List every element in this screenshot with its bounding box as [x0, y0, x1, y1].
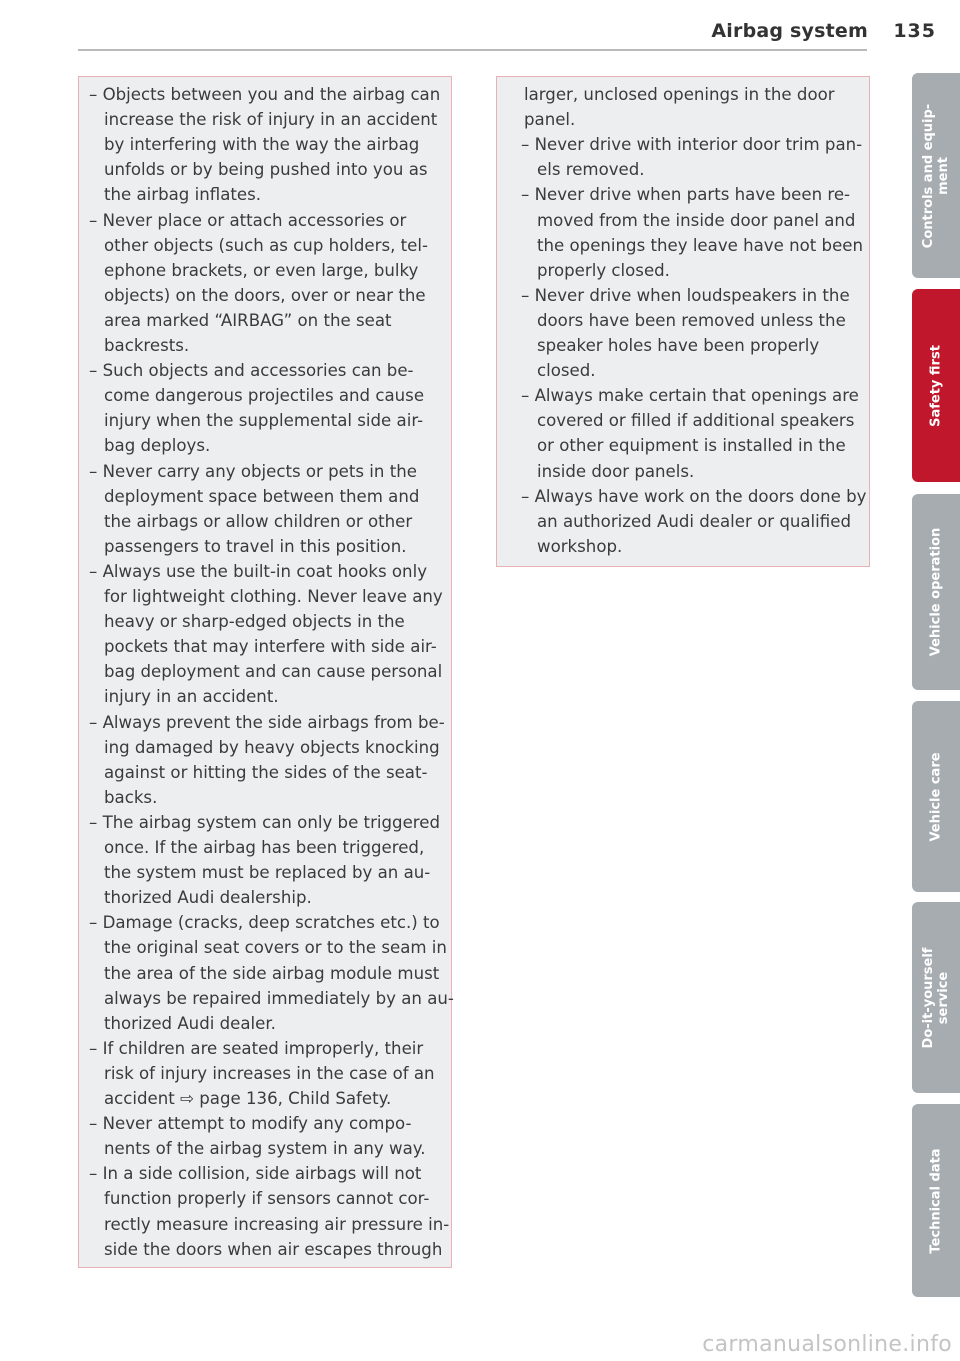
text-line: – Damage (cracks, deep scratches etc.) to: [89, 913, 440, 933]
text-line: doors have been removed unless the: [537, 310, 846, 330]
text-line: closed.: [537, 361, 596, 381]
text-line: for lightweight clothing. Never leave any: [104, 587, 443, 606]
header-rule: [78, 49, 867, 51]
text-line: against or hitting the sides of the seat-: [104, 762, 428, 782]
tab-technical-data[interactable]: [912, 1104, 960, 1297]
text-line: larger, unclosed openings in the door: [524, 85, 835, 104]
text-line: – Never attempt to modify any compo-: [89, 1114, 412, 1134]
text-line: – Never carry any objects or pets in the: [89, 461, 417, 481]
tab-controls-and-equipment[interactable]: [912, 73, 960, 278]
text-line: the openings they leave have not been: [537, 235, 864, 255]
text-line: the airbags or allow children or other: [104, 511, 413, 531]
text-line: pockets that may interfere with side air-: [104, 637, 437, 657]
text-line: workshop.: [537, 536, 623, 556]
text-line: the airbag inflates.: [104, 185, 262, 205]
tab-label: Controls and equip- ment: [921, 103, 951, 248]
tab-safety-first[interactable]: [912, 289, 960, 482]
tab-do-it-yourself-service[interactable]: [912, 902, 960, 1093]
text-line: deployment space between them and: [104, 486, 420, 506]
text-line: injury when the supplemental side air-: [104, 411, 424, 431]
text-line: inside door panels.: [537, 461, 695, 481]
warning-box-right: [496, 76, 870, 567]
text-line: an authorized Audi dealer or qualified: [537, 511, 851, 531]
text-line: ing damaged by heavy objects knocking: [104, 737, 440, 757]
text-line: thorized Audi dealership.: [104, 888, 312, 908]
text-line: the area of the side airbag module must: [104, 963, 440, 983]
watermark: carmanualsonline.info: [702, 1332, 952, 1357]
text-line: accident ⇨ page 136, Child Safety.: [104, 1089, 392, 1108]
text-line: – Always use the built-in coat hooks only: [89, 561, 428, 581]
tab-label: Technical data: [928, 1147, 944, 1254]
text-line: – Such objects and accessories can be-: [89, 361, 414, 381]
text-line: rectly measure increasing air pressure in-: [104, 1214, 450, 1234]
text-line: thorized Audi dealer.: [104, 1013, 276, 1033]
text-line: heavy or sharp-edged objects in the: [104, 612, 405, 632]
text-line: – Always prevent the side airbags from be-: [89, 712, 445, 732]
text-line: – In a side collision, side airbags will not: [89, 1164, 422, 1184]
text-line: objects) on the doors, over or near the: [104, 285, 426, 305]
text-line: risk of injury increases in the case of an: [104, 1063, 435, 1083]
tab-label: Vehicle care: [928, 751, 944, 842]
text-line: or other equipment is installed in the: [537, 436, 846, 456]
text-line: ephone brackets, or even large, bulky: [104, 260, 419, 280]
text-line: els removed.: [537, 160, 645, 180]
text-line: other objects (such as cup holders, tel-: [104, 235, 428, 255]
text-line: – Never drive when loudspeakers in the: [521, 285, 850, 305]
tab-vehicle-operation[interactable]: [912, 494, 960, 690]
text-line: panel.: [524, 110, 576, 130]
text-line: – Never place or attach accessories or: [89, 210, 407, 230]
text-line: nents of the airbag system in any way.: [104, 1139, 426, 1159]
text-line: injury in an accident.: [104, 687, 279, 707]
text-line: function properly if sensors cannot cor-: [104, 1189, 430, 1209]
warning-box-left: [78, 76, 452, 1268]
text-line: – The airbag system can only be triggered: [89, 812, 440, 832]
text-line: the system must be replaced by an au-: [104, 863, 431, 883]
text-line: – Never drive with interior door trim pan-: [521, 135, 863, 155]
text-line: come dangerous projectiles and cause: [104, 386, 425, 406]
text-line: unfolds or by being pushed into you as: [104, 160, 428, 180]
text-line: side the doors when air escapes through: [104, 1239, 443, 1259]
text-line: once. If the airbag has been triggered,: [104, 838, 425, 857]
text-line: the original seat covers or to the seam in: [104, 938, 447, 958]
text-line: moved from the inside door panel and: [537, 210, 856, 230]
text-line: – If children are seated improperly, their: [89, 1038, 424, 1058]
text-line: increase the risk of injury in an accident: [104, 110, 438, 130]
page-number: 135: [893, 20, 936, 42]
text-line: always be repaired immediately by an au-: [104, 988, 454, 1008]
text-line: passengers to travel in this position.: [104, 536, 407, 556]
running-header-title: Airbag system: [711, 20, 868, 42]
text-line: – Never drive when parts have been re-: [521, 185, 851, 205]
text-line: bag deployment and can cause personal: [104, 662, 443, 682]
text-line: by interfering with the way the airbag: [104, 135, 420, 155]
text-line: backs.: [104, 787, 158, 807]
text-line: – Always have work on the doors done by: [521, 486, 867, 506]
text-line: – Always make certain that openings are: [521, 386, 859, 406]
text-line: bag deploys.: [104, 436, 211, 456]
tab-label: Do-it-yourself service: [921, 947, 951, 1048]
text-line: speaker holes have been properly: [537, 336, 820, 355]
tab-label: Vehicle operation: [928, 527, 944, 657]
text-line: backrests.: [104, 336, 190, 355]
text-line: covered or filled if additional speakers: [537, 411, 855, 431]
text-line: area marked “AIRBAG” on the seat: [104, 310, 392, 330]
text-line: properly closed.: [537, 260, 670, 280]
tab-vehicle-care[interactable]: [912, 701, 960, 892]
tab-label: Safety first: [928, 344, 944, 427]
text-line: – Objects between you and the airbag can: [89, 85, 441, 104]
